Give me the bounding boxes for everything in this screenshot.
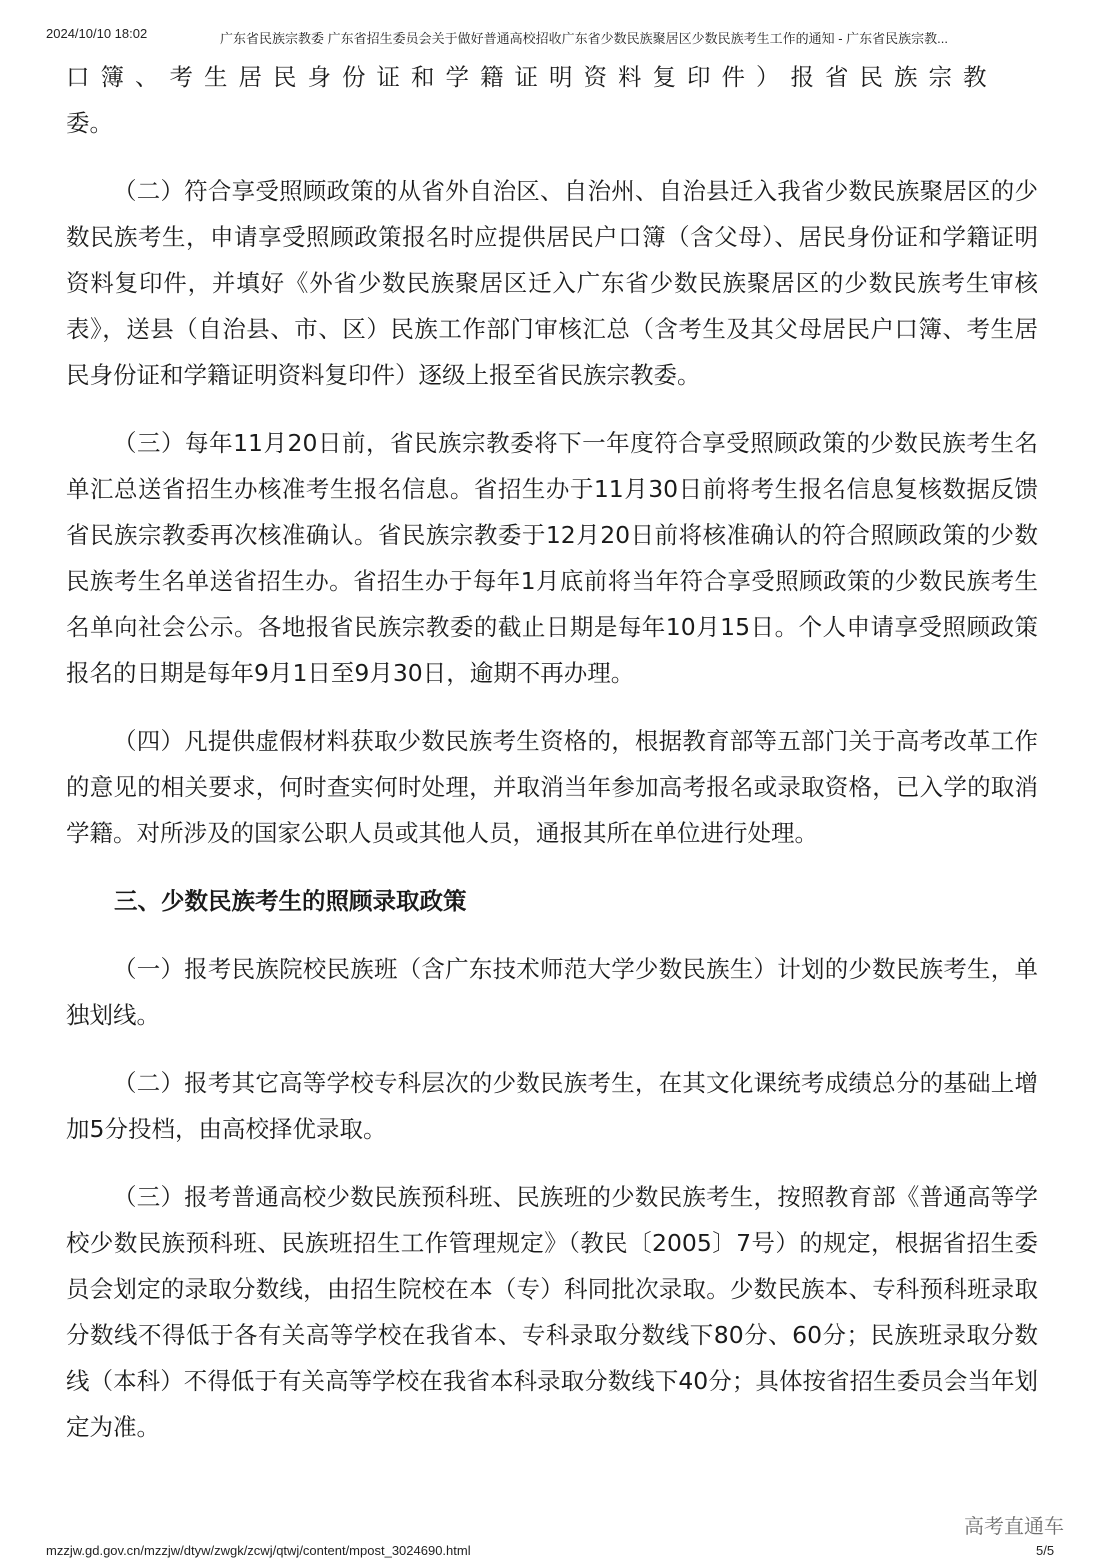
paragraph-item-3: （三）每年11月20日前，省民族宗教委将下一年度符合享受照顾政策的少数民族考生名单汇总送省招生办核准考生报名信息。省招生办于11月30日前将考生报名信息复核数据反馈省民族宗教委再次核准确认。省民族宗教委于12月20日前将核准确认的符合照顾政策的少数民族考生名单送省招生办。省招生办于每年1月底前将当年符合享受照顾政策的少数民族考生名单向社会公示。各地报省民族宗教委的截止日期是每年10月15日。个人申请享受照顾政策报名的日期是每年9月1日至9月30日，逾期不再办理。 bbox=[66, 429, 1038, 687]
print-header bbox=[46, 26, 1056, 46]
continued-paragraph-line: 口簿、考生居民身份证和学籍证明资料复印件）报省民族宗教 bbox=[66, 63, 998, 91]
section-paragraph-1: （一）报考民族院校民族班（含广东技术师范大学少数民族生）计划的少数民族考生，单独划线。 bbox=[66, 955, 1038, 1029]
print-datetime: 2024/10/10 18:02 bbox=[46, 26, 148, 41]
print-footer-url: mzzjw.gd.gov.cn/mzzjw/dtyw/zwgk/zcwj/qtwj/content/mpost_3024690.html bbox=[46, 1543, 471, 1558]
section-paragraph-2: （二）报考其它高等学校专科层次的少数民族考生，在其文化课统考成绩总分的基础上增加5分投档，由高校择优录取。 bbox=[66, 1069, 1038, 1143]
document-body bbox=[66, 54, 1038, 1472]
paragraph-item-2: （二）符合享受照顾政策的从省外自治区、自治州、自治县迁入我省少数民族聚居区的少数民族考生，申请享受照顾政策报名时应提供居民户口簿（含父母）、居民身份证和学籍证明资料复印件，并填好《外省少数民族聚居区迁入广东省少数民族聚居区的少数民族考生审核表》，送县（自治县、市、区）民族工作部门审核汇总（含考生及其父母居民户口簿、考生居民身份证和学籍证明资料复印件）逐级上报至省民族宗教委。 bbox=[66, 177, 1038, 389]
page-number: 5/5 bbox=[1036, 1543, 1055, 1558]
continued-paragraph-end: 委。 bbox=[66, 109, 113, 137]
watermark-text: 高考直通车 bbox=[964, 1514, 1064, 1538]
print-page-title: 广东省民族宗教委 广东省招生委员会关于做好普通高校招收广东省少数民族聚居区少数民族考生工作的通知 - 广东省民族宗教... bbox=[220, 31, 949, 46]
paragraph-item-4: （四）凡提供虚假材料获取少数民族考生资格的，根据教育部等五部门关于高考改革工作的意见的相关要求，何时查实何时处理，并取消当年参加高考报名或录取资格，已入学的取消学籍。对所涉及的国家公职人员或其他人员，通报其所在单位进行处理。 bbox=[66, 727, 1038, 847]
section-heading: 三、少数民族考生的照顾录取政策 bbox=[114, 887, 467, 915]
section-paragraph-3: （三）报考普通高校少数民族预科班、民族班的少数民族考生，按照教育部《普通高等学校少数民族预科班、民族班招生工作管理规定》（教民〔2005〕7号）的规定，根据省招生委员会划定的录取分数线，由招生院校在本（专）科同批次录取。少数民族本、专科预科班录取分数线不得低于各有关高等学校在我省本、专科录取分数线下80分、60分；民族班录取分数线（本科）不得低于有关高等学校在我省本科录取分数线下40分；具体按省招生委员会当年划定为准。 bbox=[66, 1183, 1038, 1441]
